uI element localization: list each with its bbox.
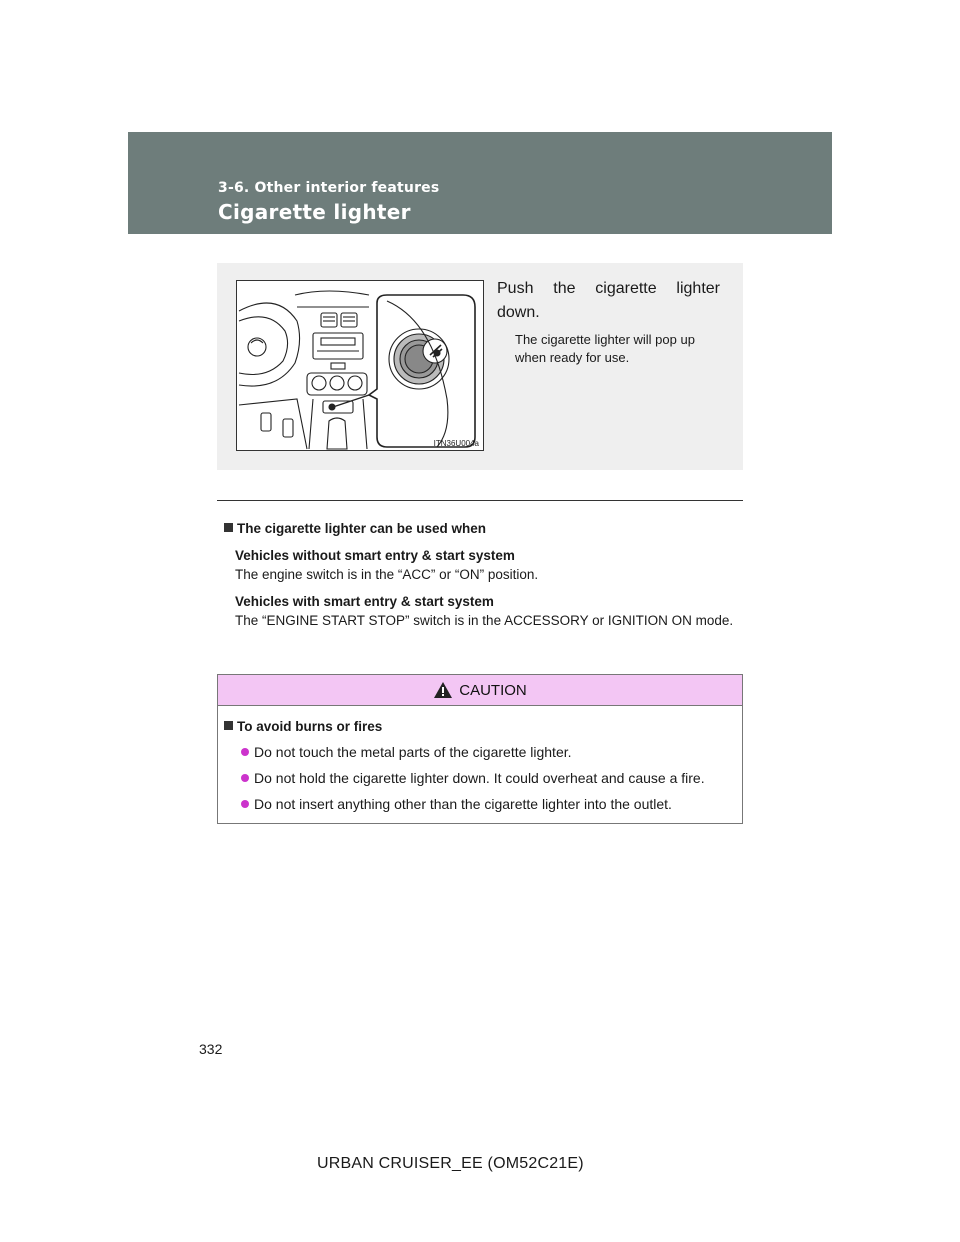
- document-footer: URBAN CRUISER_EE (OM52C21E): [317, 1155, 584, 1172]
- section-header: [128, 132, 832, 234]
- cigarette-lighter-illustration: [237, 281, 483, 450]
- info-title: The cigarette lighter can be used when: [237, 521, 487, 536]
- info-text-smart-entry: The “ENGINE START STOP” switch is in the ACCESSORY or IGNITION ON mode.: [235, 613, 734, 628]
- caution-item: Do not insert anything other than the cigarette lighter into the outlet.: [224, 795, 732, 814]
- step-note: The cigarette lighter will pop up when ready for use.: [515, 332, 695, 365]
- instruction-box: [217, 263, 743, 470]
- dashboard-illustration: [236, 280, 484, 451]
- square-bullet-icon: [224, 523, 233, 532]
- info-heading-smart-entry: Vehicles with smart entry & start system: [235, 594, 494, 609]
- info-text-no-smart-entry: The engine switch is in the “ACC” or “ON” position.: [235, 567, 539, 582]
- bullet-dot-icon: [241, 748, 249, 756]
- caution-title: To avoid burns or fires: [237, 719, 383, 734]
- warning-triangle-icon: [433, 681, 453, 699]
- caution-box: [217, 674, 743, 824]
- caution-item: Do not hold the cigarette lighter down. It could overheat and cause a fire.: [224, 769, 732, 788]
- caution-item: Do not touch the metal parts of the cigarette lighter.: [224, 743, 732, 762]
- step-instruction: Push the cigarette lighter down.: [497, 280, 720, 321]
- caution-body: [218, 706, 742, 814]
- page-number: 332: [199, 1041, 223, 1057]
- square-bullet-icon: [224, 721, 233, 730]
- bullet-dot-icon: [241, 774, 249, 782]
- caution-header: [218, 675, 742, 706]
- bullet-dot-icon: [241, 800, 249, 808]
- info-section: [224, 519, 736, 630]
- caution-title-row: [224, 717, 732, 736]
- caution-label: CAUTION: [459, 681, 527, 699]
- figure-code: ITN36U004a: [433, 439, 479, 448]
- info-title-row: [224, 519, 736, 538]
- info-heading-no-smart-entry: Vehicles without smart entry & start system: [235, 548, 515, 563]
- page-title: Cigarette lighter: [218, 200, 411, 224]
- divider: [217, 500, 743, 501]
- section-label: 3-6. Other interior features: [218, 180, 440, 196]
